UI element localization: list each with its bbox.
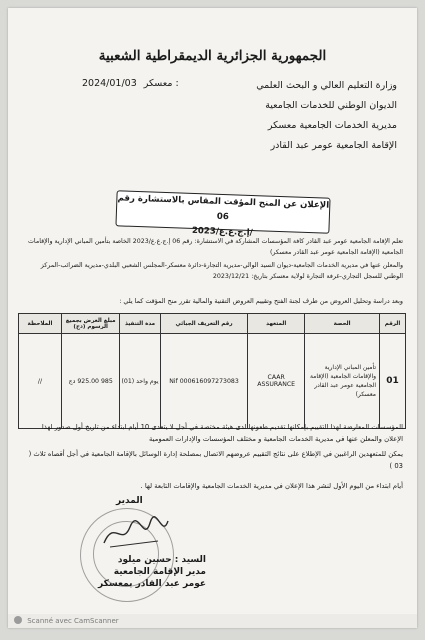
ministry-line: وزارة التعليم العالي و البحث العلمي	[256, 80, 397, 91]
cell-bidder: CAAR ASSURANCE	[248, 334, 305, 429]
header-duration: مدة التنفيذ	[120, 314, 160, 334]
signatory-name: السيد : حسين ميلود	[117, 555, 206, 565]
intro-paragraph-2: والمعلن عنها في مديرية الخدمات الجامعية-ديوان السيد الوالي-مديرية التجارة-دائرة معسكر-المجلس الشعبي البلدي-مديرية الضرائب-المركز الوطني للسجل التجاري-غرفة التجارة لولاية معسكر بتاريخ: 2023/12/21	[40, 262, 403, 280]
cell-num: 01	[380, 334, 406, 429]
award-table	[18, 313, 406, 429]
cell-tax-id: Nif 000616097273083	[160, 334, 248, 429]
header-bidder: المتعهد	[248, 314, 305, 334]
director-label: المدير	[116, 496, 143, 506]
directorate-line: مديرية الخدمات الجامعية معسكر	[267, 120, 397, 131]
place-label: معسكر :	[143, 78, 179, 89]
deadline-paragraph: أيام ابتداء من اليوم الأول لنشر هذا الإعلان في مديرية الخدمات الجامعية والإقامات التابعة لها .	[140, 482, 403, 490]
consult-paragraph: يمكن للمتعهدين الراغبين في الإطلاع على نتائج التقييم عروضهم الاتصال بمصلحة إدارة الوسائل بالإقامة الجامعية في أجل أقصاه ثلاث ( 03 )	[28, 450, 403, 470]
date-value: 2024/01/03	[82, 78, 137, 89]
header-lot: الحصة	[305, 314, 380, 334]
intro-paragraph-3: وبعد دراسة وتحليل العروض من طرف لجنة الفتح وتقييم العروض التقنية والمالية تقرر منح المؤقت كما يلي :	[119, 297, 403, 305]
title-line-2: /إ.ج.ع.ع/2023	[191, 225, 253, 239]
table-header-row	[19, 314, 406, 334]
cell-note: //	[19, 334, 62, 429]
handwritten-signature-icon	[100, 513, 170, 553]
residence-line: الإقامة الجامعية عومر عبد القادر	[270, 140, 397, 151]
header-amount: مبلغ العرض بجميع الرسوم (دج)	[62, 314, 120, 334]
scanner-footer	[8, 614, 417, 628]
cell-lot: تأمين المباني الإدارية والإقامات الجامعية (الإقامة الجامعية عومر عبد القادر معسكر)	[305, 334, 380, 429]
camscanner-icon	[14, 616, 22, 624]
scanner-label: Scanné avec CamScanner	[27, 617, 119, 625]
scanned-document	[8, 8, 417, 628]
intro-paragraph-1: تعلم الإقامة الجامعية عومر عبد القادر كافة المؤسسات المشاركة في الاستشارة: رقم 06 إ.ج.ع.ع/2023 الخاصة بتأمين المباني الإدارية والإقامات الجامعية (الإقامة الجامعية عومر عبد القادر معسكر)	[27, 238, 403, 256]
header-note: الملاحظة	[19, 314, 62, 334]
signatory-position: مدير الإقامة الجامعية	[113, 567, 206, 577]
appeal-paragraph: المؤسسات المعارضة لهذا التقييم بإمكانها تقديم طعونها لدى هيئة مختصة في أجل لا يتعدى 10 أيام ابتداء من تاريخ أول صدور لهذا الإعلان والمعلن عنها في مديرية الخدمات الجامعية و مختلف المؤسسات والإدارات العمومية	[41, 423, 403, 443]
signatory-residence: عومر عبد القادر بمعسكر	[98, 579, 206, 589]
title-line-1: الإعلان عن المنح المؤقت المقاس بالاستشارة رقم 06	[117, 193, 330, 223]
announcement-title-box	[115, 190, 330, 239]
cell-duration: يوم واحد (01)	[120, 334, 160, 429]
signatory-block	[96, 554, 206, 590]
table-row	[19, 334, 406, 429]
place-date	[78, 78, 179, 89]
header-num: الرقم	[380, 314, 406, 334]
republic-heading: الجمهورية الجزائرية الديمقراطية الشعبية	[98, 48, 327, 64]
header-tax-id: رقم التعريف الجبائي	[160, 314, 248, 334]
office-line: الديوان الوطني للخدمات الجامعية	[265, 100, 397, 111]
cell-amount: 985 925.00 دج	[62, 334, 120, 429]
